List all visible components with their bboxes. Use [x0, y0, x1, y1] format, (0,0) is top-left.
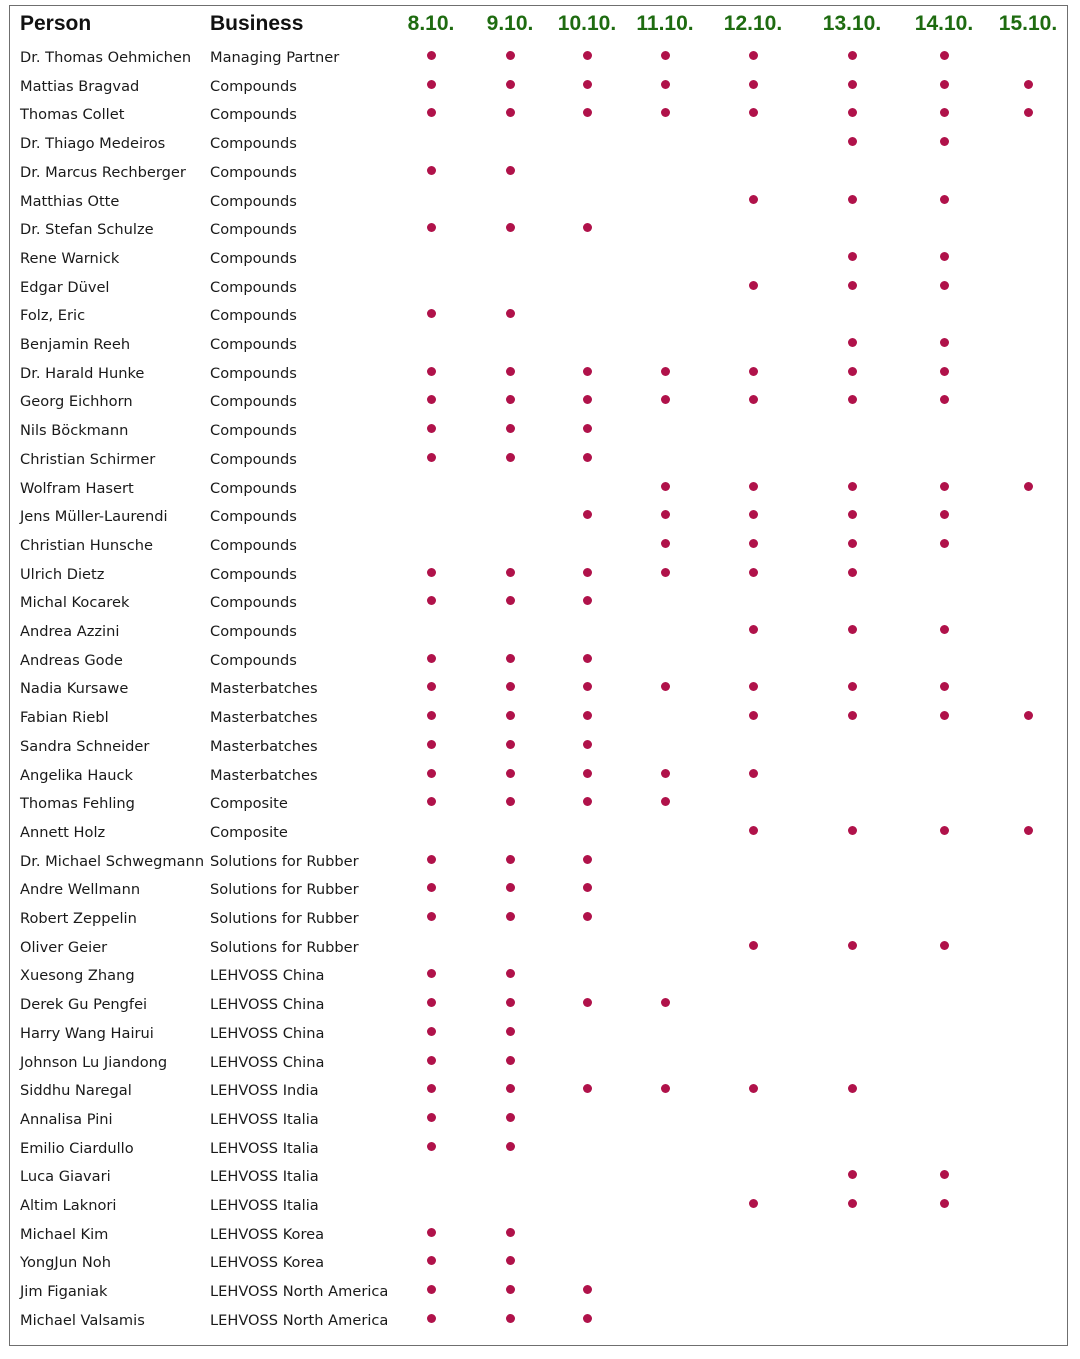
business-unit: Compounds	[210, 508, 297, 526]
attendance-dot	[506, 453, 515, 462]
attendance-dot	[940, 625, 949, 634]
attendance-dot	[427, 855, 436, 864]
attendance-dot	[506, 568, 515, 577]
business-unit: Compounds	[210, 106, 297, 124]
person-name: Christian Hunsche	[20, 536, 154, 554]
attendance-dot	[661, 367, 670, 376]
person-name: Johnson Lu Jiandong	[20, 1053, 168, 1071]
attendance-dot	[427, 912, 436, 921]
person-name: Fabian Riebl	[20, 709, 109, 727]
business-unit: Compounds	[210, 135, 297, 153]
person-name: Robert Zeppelin	[20, 910, 137, 927]
header-date: 12.10.	[723, 12, 783, 35]
person-name: Andre Wellmann	[20, 881, 141, 899]
attendance-dot	[583, 223, 592, 232]
business-unit: LEHVOSS Italia	[210, 1197, 319, 1214]
attendance-dot	[848, 137, 857, 146]
header-business: Business	[210, 12, 304, 35]
attendance-dot	[940, 539, 949, 548]
attendance-dot	[848, 252, 857, 261]
business-unit: Managing Partner	[210, 49, 340, 66]
attendance-dot	[1024, 482, 1033, 491]
attendance-dot	[848, 539, 857, 548]
attendance-dot	[749, 281, 758, 290]
business-unit: Solutions for Rubber	[210, 852, 359, 870]
attendance-dot	[506, 223, 515, 232]
attendance-dot	[506, 855, 515, 864]
attendance-dot	[848, 682, 857, 691]
attendance-dot	[583, 1285, 592, 1294]
attendance-dot	[506, 424, 515, 433]
business-unit: Compounds	[210, 594, 297, 612]
attendance-dot	[749, 395, 758, 404]
business-unit: Composite	[210, 795, 288, 813]
business-unit: Masterbatches	[210, 709, 318, 727]
attendance-dot	[427, 166, 436, 175]
attendance-dot	[940, 252, 949, 261]
person-name: Ulrich Dietz	[20, 565, 105, 583]
business-unit: Compounds	[210, 393, 297, 411]
attendance-dot	[583, 1084, 592, 1093]
attendance-dot	[940, 1170, 949, 1179]
business-unit: Compounds	[210, 163, 297, 181]
person-name: Matthias Otte	[20, 192, 120, 210]
attendance-dot	[583, 395, 592, 404]
person-name: Siddhu Naregal	[20, 1082, 132, 1100]
attendance-dot	[749, 195, 758, 204]
attendance-dot	[940, 80, 949, 89]
attendance-dot	[506, 596, 515, 605]
person-name: Luca Giavari	[20, 1168, 111, 1186]
business-unit: Compounds	[210, 422, 297, 440]
attendance-dot	[583, 367, 592, 376]
attendance-dot	[583, 51, 592, 60]
attendance-dot	[749, 826, 758, 835]
business-unit: LEHVOSS India	[210, 1082, 319, 1100]
business-unit: LEHVOSS Korea	[210, 1254, 325, 1272]
person-name: Dr. Harald Hunke	[20, 364, 145, 382]
attendance-dot	[940, 195, 949, 204]
attendance-dot	[749, 80, 758, 89]
attendance-dot	[427, 1142, 436, 1151]
attendance-dot	[940, 711, 949, 720]
attendance-dot	[749, 482, 758, 491]
attendance-dot	[661, 769, 670, 778]
business-unit: Compounds	[210, 278, 297, 296]
person-name: Andrea Azzini	[20, 623, 120, 640]
attendance-dot	[583, 711, 592, 720]
business-unit: LEHVOSS China	[210, 996, 325, 1014]
attendance-dot	[583, 80, 592, 89]
attendance-dot	[940, 482, 949, 491]
attendance-dot	[506, 166, 515, 175]
attendance-dot	[427, 1285, 436, 1294]
attendance-dot	[749, 1084, 758, 1093]
person-name: Emilio Ciardullo	[20, 1139, 134, 1157]
business-unit: LEHVOSS Italia	[210, 1139, 319, 1157]
attendance-dot	[749, 1199, 758, 1208]
attendance-dot	[848, 1084, 857, 1093]
person-name: Andreas Gode	[20, 651, 123, 669]
attendance-dot	[427, 797, 436, 806]
business-unit: Compounds	[210, 623, 297, 640]
business-unit: LEHVOSS North America	[210, 1283, 389, 1301]
person-name: Georg Eichhorn	[20, 393, 133, 411]
person-name: Dr. Marcus Rechberger	[20, 163, 186, 181]
business-unit: Compounds	[210, 336, 297, 353]
attendance-dot	[427, 1256, 436, 1265]
person-name: Thomas Collet	[20, 106, 125, 124]
attendance-dot	[749, 108, 758, 117]
header-date: 14.10.	[914, 12, 974, 35]
attendance-dot	[749, 625, 758, 634]
table-frame	[9, 5, 1068, 1346]
attendance-dot	[583, 740, 592, 749]
attendance-dot	[1024, 80, 1033, 89]
attendance-dot	[506, 1056, 515, 1065]
attendance-dot	[506, 998, 515, 1007]
attendance-dot	[1024, 826, 1033, 835]
attendance-dot	[427, 424, 436, 433]
person-name: Annett Holz	[20, 823, 106, 841]
header-date: 13.10.	[822, 12, 882, 35]
person-name: Folz, Eric	[20, 307, 86, 325]
business-unit: Compounds	[210, 307, 297, 325]
header-person: Person	[20, 12, 92, 35]
person-name: YongJun Noh	[20, 1254, 111, 1272]
person-name: Sandra Schneider	[20, 737, 150, 755]
attendance-dot	[661, 539, 670, 548]
attendance-dot	[848, 1170, 857, 1179]
attendance-dot	[848, 625, 857, 634]
attendance-dot	[661, 482, 670, 491]
person-name: Benjamin Reeh	[20, 336, 131, 353]
attendance-dot	[848, 281, 857, 290]
attendance-dot	[506, 367, 515, 376]
person-name: Thomas Fehling	[20, 795, 135, 813]
business-unit: Solutions for Rubber	[210, 881, 359, 899]
attendance-dot	[749, 367, 758, 376]
header-date: 15.10.	[998, 12, 1058, 35]
business-unit: Compounds	[210, 651, 297, 669]
attendance-dot	[583, 424, 592, 433]
person-name: Wolfram Hasert	[20, 479, 134, 497]
attendance-dot	[661, 51, 670, 60]
attendance-dot	[583, 855, 592, 864]
attendance-dot	[427, 1027, 436, 1036]
attendance-dot	[749, 51, 758, 60]
attendance-dot	[940, 137, 949, 146]
attendance-dot	[848, 51, 857, 60]
person-name: Dr. Stefan Schulze	[20, 221, 154, 239]
attendance-dot	[427, 998, 436, 1007]
person-name: Derek Gu Pengfei	[20, 996, 148, 1014]
attendance-dot	[848, 195, 857, 204]
attendance-dot	[583, 883, 592, 892]
attendance-dot	[583, 769, 592, 778]
person-name: Michal Kocarek	[20, 594, 130, 612]
business-unit: LEHVOSS Italia	[210, 1110, 319, 1128]
person-name: Dr. Thomas Oehmichen	[20, 49, 192, 66]
business-unit: Compounds	[210, 221, 297, 239]
attendance-dot	[848, 568, 857, 577]
attendance-dot	[427, 682, 436, 691]
attendance-dot	[427, 769, 436, 778]
attendance-dot	[583, 108, 592, 117]
attendance-dot	[427, 395, 436, 404]
attendance-dot	[506, 1314, 515, 1323]
person-name: Nils Böckmann	[20, 422, 129, 440]
attendance-dot	[506, 797, 515, 806]
attendance-dot	[583, 998, 592, 1007]
business-unit: LEHVOSS China	[210, 1053, 325, 1071]
attendance-dot	[583, 1314, 592, 1323]
attendance-dot	[940, 338, 949, 347]
person-name: Altim Laknori	[20, 1197, 117, 1214]
person-name: Annalisa Pini	[20, 1110, 113, 1128]
business-unit: Compounds	[210, 364, 297, 382]
attendance-dot	[427, 1056, 436, 1065]
attendance-dot	[427, 883, 436, 892]
attendance-dot	[427, 223, 436, 232]
attendance-dot	[749, 539, 758, 548]
attendance-dot	[506, 309, 515, 318]
business-unit: Compounds	[210, 479, 297, 497]
business-unit: Solutions for Rubber	[210, 938, 359, 956]
attendance-dot	[848, 367, 857, 376]
attendance-dot	[1024, 711, 1033, 720]
attendance-dot	[661, 998, 670, 1007]
attendance-dot	[940, 108, 949, 117]
attendance-dot	[427, 1113, 436, 1122]
attendance-dot	[427, 51, 436, 60]
attendance-dot	[848, 80, 857, 89]
attendance-dot	[506, 711, 515, 720]
attendance-dot	[506, 1027, 515, 1036]
business-unit: LEHVOSS North America	[210, 1311, 389, 1329]
person-name: Harry Wang Hairui	[20, 1024, 154, 1042]
attendance-dot	[506, 395, 515, 404]
attendance-dot	[427, 711, 436, 720]
business-unit: Compounds	[210, 450, 297, 468]
person-name: Rene Warnick	[20, 249, 120, 267]
attendance-dot	[583, 596, 592, 605]
attendance-dot	[940, 682, 949, 691]
person-name: Mattias Bragvad	[20, 77, 140, 95]
attendance-dot	[661, 395, 670, 404]
business-unit: LEHVOSS Italia	[210, 1168, 319, 1186]
attendance-dot	[940, 941, 949, 950]
attendance-dot	[427, 969, 436, 978]
attendance-dot	[427, 367, 436, 376]
attendance-dot	[848, 941, 857, 950]
attendance-dot	[506, 1142, 515, 1151]
person-name: Michael Kim	[20, 1225, 109, 1243]
attendance-dot	[749, 941, 758, 950]
attendance-dot	[661, 80, 670, 89]
attendance-dot	[506, 969, 515, 978]
attendance-dot	[661, 108, 670, 117]
business-unit: Masterbatches	[210, 737, 318, 755]
attendance-dot	[661, 510, 670, 519]
attendance-dot	[848, 108, 857, 117]
attendance-dot	[427, 108, 436, 117]
attendance-dot	[940, 826, 949, 835]
person-name: Jens Müller-Laurendi	[20, 508, 168, 526]
business-unit: Masterbatches	[210, 766, 318, 784]
attendance-dot	[506, 1285, 515, 1294]
attendance-dot	[506, 1256, 515, 1265]
attendance-dot	[583, 510, 592, 519]
attendance-dot	[848, 395, 857, 404]
header-date: 8.10.	[407, 12, 455, 35]
person-name: Xuesong Zhang	[20, 967, 135, 985]
attendance-dot	[506, 1228, 515, 1237]
attendance-dot	[940, 1199, 949, 1208]
attendance-dot	[506, 654, 515, 663]
person-name: Angelika Hauck	[20, 766, 134, 784]
attendance-dot	[506, 740, 515, 749]
business-unit: Masterbatches	[210, 680, 318, 698]
attendance-dot	[506, 51, 515, 60]
attendance-dot	[506, 1113, 515, 1122]
attendance-dot	[506, 883, 515, 892]
attendance-dot	[506, 682, 515, 691]
attendance-dot	[506, 80, 515, 89]
business-unit: LEHVOSS Korea	[210, 1225, 325, 1243]
business-unit: LEHVOSS China	[210, 967, 325, 985]
header-date: 10.10.	[557, 12, 617, 35]
attendance-dot	[506, 769, 515, 778]
header-date: 11.10.	[636, 12, 694, 35]
person-name: Christian Schirmer	[20, 450, 156, 468]
attendance-dot	[427, 740, 436, 749]
attendance-dot	[506, 1084, 515, 1093]
attendance-dot	[848, 826, 857, 835]
attendance-dot	[506, 912, 515, 921]
attendance-dot	[506, 108, 515, 117]
person-name: Dr. Michael Schwegmann	[20, 852, 205, 870]
attendance-dot	[427, 1314, 436, 1323]
attendance-dot	[583, 682, 592, 691]
person-name: Oliver Geier	[20, 938, 108, 956]
attendance-dot	[940, 367, 949, 376]
attendance-dot	[749, 510, 758, 519]
attendance-dot	[427, 1084, 436, 1093]
attendance-dot	[661, 568, 670, 577]
business-unit: Compounds	[210, 249, 297, 267]
business-unit: LEHVOSS China	[210, 1024, 325, 1042]
header-date: 9.10.	[486, 12, 534, 35]
attendance-dot	[940, 395, 949, 404]
attendance-dot	[583, 568, 592, 577]
business-unit: Compounds	[210, 77, 297, 95]
attendance-dot	[661, 682, 670, 691]
attendance-dot	[848, 711, 857, 720]
person-name: Michael Valsamis	[20, 1311, 145, 1329]
person-name: Jim Figaniak	[20, 1283, 108, 1301]
attendance-dot	[749, 769, 758, 778]
attendance-dot	[749, 711, 758, 720]
attendance-dot	[583, 912, 592, 921]
attendance-dot	[848, 338, 857, 347]
attendance-dot	[848, 482, 857, 491]
attendance-dot	[427, 1228, 436, 1237]
attendance-dot	[749, 682, 758, 691]
attendance-dot	[940, 510, 949, 519]
attendance-dot	[583, 453, 592, 462]
attendance-dot	[749, 568, 758, 577]
business-unit: Compounds	[210, 536, 297, 554]
attendance-dot	[583, 654, 592, 663]
business-unit: Compounds	[210, 565, 297, 583]
person-name: Dr. Thiago Medeiros	[20, 135, 166, 153]
attendance-dot	[661, 797, 670, 806]
person-name: Nadia Kursawe	[20, 680, 129, 698]
person-name: Edgar Düvel	[20, 278, 110, 296]
business-unit: Solutions for Rubber	[210, 910, 359, 927]
attendance-dot	[940, 51, 949, 60]
attendance-dot	[661, 1084, 670, 1093]
attendance-dot	[427, 453, 436, 462]
attendance-dot	[940, 281, 949, 290]
attendance-dot	[848, 510, 857, 519]
business-unit: Composite	[210, 823, 288, 841]
attendance-dot	[848, 1199, 857, 1208]
attendance-dot	[427, 654, 436, 663]
attendance-dot	[427, 309, 436, 318]
attendance-dot	[583, 797, 592, 806]
attendance-dot	[1024, 108, 1033, 117]
attendance-dot	[427, 596, 436, 605]
business-unit: Compounds	[210, 192, 297, 210]
attendance-dot	[427, 80, 436, 89]
attendance-dot	[427, 568, 436, 577]
